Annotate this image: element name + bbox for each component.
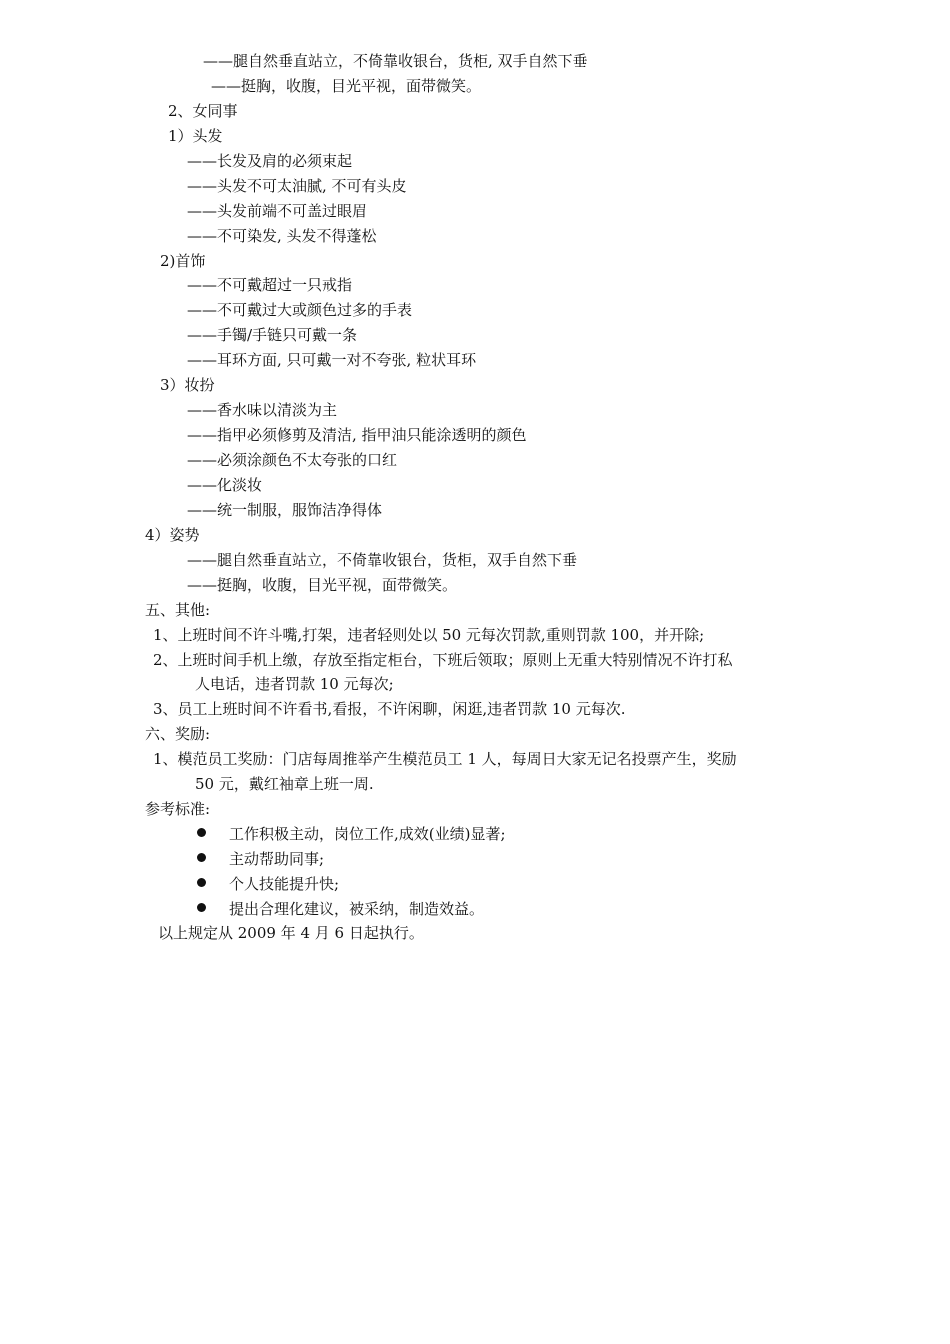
bullet-text: 主动帮助同事;	[229, 850, 325, 868]
text-line: ——手镯/手链只可戴一条	[187, 326, 358, 344]
bullet-icon	[197, 878, 206, 887]
bullet-icon	[197, 853, 206, 862]
text-line: ——统一制服，服饰洁净得体	[187, 501, 383, 519]
text-line: ——不可戴过大或颜色过多的手表	[187, 301, 413, 319]
bullet-icon	[197, 903, 206, 912]
bullet-text: 个人技能提升快;	[229, 875, 340, 893]
subsection-heading: 1）头发	[168, 127, 223, 145]
text-line: 3、员工上班时间不许看书,看报，不许闲聊，闲逛,违者罚款 10 元每次.	[153, 700, 626, 718]
text-line: ——不可染发, 头发不得蓬松	[187, 227, 377, 245]
text-line: ——长发及肩的必须束起	[187, 152, 353, 170]
text-line: ——必须涂颜色不太夸张的口红	[187, 451, 398, 469]
closing-statement: 以上规定从 2009 年 4 月 6 日起执行。	[158, 924, 424, 942]
text-line: ——腿自然垂直站立，不倚靠收银台，货柜, 双手自然下垂	[203, 52, 588, 70]
text-line: ——耳环方面, 只可戴一对不夸张, 粒状耳环	[187, 351, 477, 369]
subsection-heading: 2)首饰	[160, 252, 206, 270]
subsection-heading: 3）妆扮	[160, 376, 215, 394]
section-heading: 六、奖励:	[145, 725, 211, 743]
text-line: ——腿自然垂直站立，不倚靠收银台，货柜，双手自然下垂	[187, 551, 578, 569]
bullet-icon	[197, 828, 206, 837]
section-heading: 五、其他:	[145, 601, 211, 619]
bullet-text: 工作积极主动，岗位工作,成效(业绩)显著;	[229, 825, 506, 843]
section-heading: 2、女同事	[168, 102, 238, 120]
text-line: 1、模范员工奖励：门店每周推举产生模范员工 1 人，每周日大家无记名投票产生，奖励	[153, 750, 737, 768]
bullet-text: 提出合理化建议，被采纳，制造效益。	[229, 900, 485, 918]
text-line: ——不可戴超过一只戒指	[187, 276, 353, 294]
text-line: ——挺胸，收腹，目光平视，面带微笑。	[211, 77, 482, 95]
text-line: ——挺胸，收腹，目光平视，面带微笑。	[187, 576, 458, 594]
text-line: 1、上班时间不许斗嘴,打架，违者轻则处以 50 元每次罚款,重则罚款 100，并开除;	[153, 626, 705, 644]
text-line: 50 元，戴红袖章上班一周.	[195, 775, 374, 793]
text-line: ——香水味以清淡为主	[187, 401, 338, 419]
text-line: 人电话，违者罚款 10 元每次;	[195, 675, 394, 693]
text-line: ——化淡妆	[187, 476, 263, 494]
subsection-heading: 4）姿势	[145, 526, 200, 544]
text-line: ——指甲必须修剪及清洁, 指甲油只能涂透明的颜色	[187, 426, 527, 444]
text-line: ——头发不可太油腻, 不可有头皮	[187, 177, 407, 195]
text-line: 2、上班时间手机上缴，存放至指定柜台，下班后领取；原则上无重大特别情况不许打私	[153, 651, 733, 669]
text-line: ——头发前端不可盖过眼眉	[187, 202, 368, 220]
section-heading: 参考标准:	[145, 800, 211, 818]
